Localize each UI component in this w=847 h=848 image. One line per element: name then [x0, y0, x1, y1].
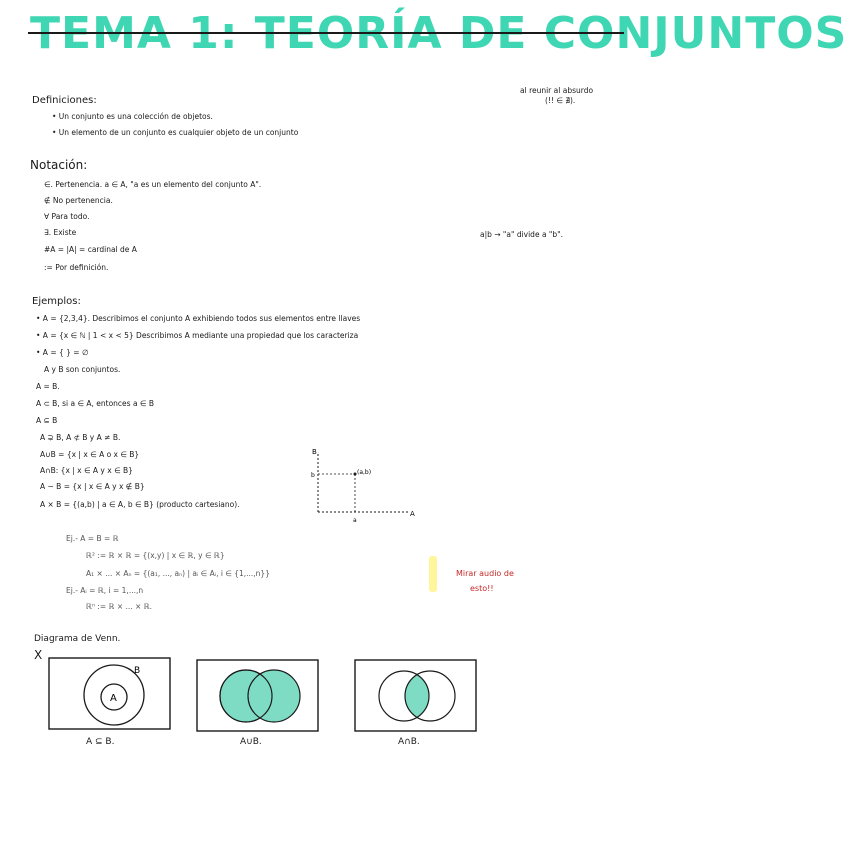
plot-a-tick: a	[353, 517, 357, 524]
sub-example-line: Ej.- Aᵢ = ℝ, i = 1,...,n	[66, 586, 144, 595]
highlighter-mark	[429, 556, 437, 592]
definicion-item: • Un conjunto es una colección de objetos.	[52, 112, 213, 121]
venn-caption-intersection: A∩B.	[398, 737, 420, 747]
notacion-heading: Notación:	[30, 158, 88, 172]
ejemplo-line: A ⊂ B, si a ∈ A, entonces a ∈ B	[36, 399, 154, 408]
ejemplo-line: A ⊆ B	[36, 416, 58, 425]
ejemplo-line: A − B = {x | x ∈ A y x ∉ B}	[40, 482, 145, 491]
divides-note: a|b → "a" divide a "b".	[480, 230, 563, 239]
ejemplo-line: • A = { } = ∅	[36, 348, 89, 357]
notacion-item: ∈. Pertenencia. a ∈ A, "a es un elemento del conjunto A".	[44, 180, 262, 189]
red-note-line-2: esto!!	[470, 584, 494, 593]
venn-x-label: X	[34, 648, 43, 662]
ejemplo-line: • A = {x ∈ ℕ | 1 < x < 5} Describimos A mediante una propiedad que los caracteriza	[36, 331, 359, 340]
sub-example-line: ℝ² := ℝ × ℝ = {(x,y) | x ∈ ℝ, y ∈ ℝ}	[86, 551, 225, 560]
notacion-item: #A = |A| = cardinal de A	[44, 245, 137, 254]
ejemplo-line: A ⊋ B, A ⊄ B y A ≠ B.	[40, 433, 121, 442]
plot-x-label: A	[410, 510, 415, 518]
ejemplo-line: A y B son conjuntos.	[44, 365, 121, 374]
ejemplo-line: A∩B: {x | x ∈ A y x ∈ B}	[40, 466, 133, 475]
venn-heading: Diagrama de Venn.	[34, 634, 121, 644]
sub-example-line: ℝⁿ := ℝ × ... × ℝ.	[86, 602, 153, 611]
page-title: TEMA 1: TEORÍA DE CONJUNTOS	[30, 8, 847, 59]
venn-union-diagram	[196, 659, 320, 733]
ejemplos-heading: Ejemplos:	[32, 296, 81, 307]
notacion-item: := Por definición.	[44, 263, 109, 272]
plot-point-label: (a,b)	[357, 469, 372, 476]
ejemplo-line: A∪B = {x | x ∈ A o x ∈ B}	[40, 450, 140, 459]
definiciones-heading: Definiciones:	[32, 95, 97, 106]
sub-example-line: Ej.- A = B = ℝ	[66, 534, 119, 543]
side-note-line-1: al reunir al absurdo	[520, 86, 594, 95]
plot-y-label: B	[312, 448, 317, 456]
red-note-line-1: Mirar audio de	[456, 569, 514, 578]
venn-subset-diagram	[48, 657, 172, 731]
side-note-line-2: (!! ∈ ∄).	[545, 96, 576, 105]
ejemplo-line: A = B.	[36, 382, 60, 391]
venn-caption-union: A∪B.	[240, 737, 262, 747]
cartesian-plot	[300, 444, 430, 529]
notacion-item: ∉ No pertenencia.	[44, 196, 113, 205]
ejemplo-line: A × B = {(a,b) | a ∈ A, b ∈ B} (producto cartesiano).	[40, 500, 240, 509]
definicion-item: • Un elemento de un conjunto es cualquier objeto de un conjunto	[52, 128, 299, 137]
notacion-item: ∃. Existe	[44, 228, 77, 237]
venn-outer-label: B	[134, 666, 141, 676]
venn-inner-label: A	[110, 693, 117, 704]
title-strikethrough	[28, 32, 624, 34]
ejemplo-line: • A = {2,3,4}. Describimos el conjunto A exhibiendo todos sus elementos entre llaves	[36, 314, 361, 323]
plot-b-tick: b	[311, 472, 315, 479]
sub-example-line: A₁ × ... × Aₙ = {(a₁, ..., aₙ) | aᵢ ∈ Aᵢ, i ∈ {1,...,n}}	[86, 569, 270, 578]
notacion-item: ∀ Para todo.	[44, 212, 90, 221]
venn-intersection-diagram	[354, 659, 478, 733]
venn-caption-subset: A ⊆ B.	[86, 737, 115, 747]
